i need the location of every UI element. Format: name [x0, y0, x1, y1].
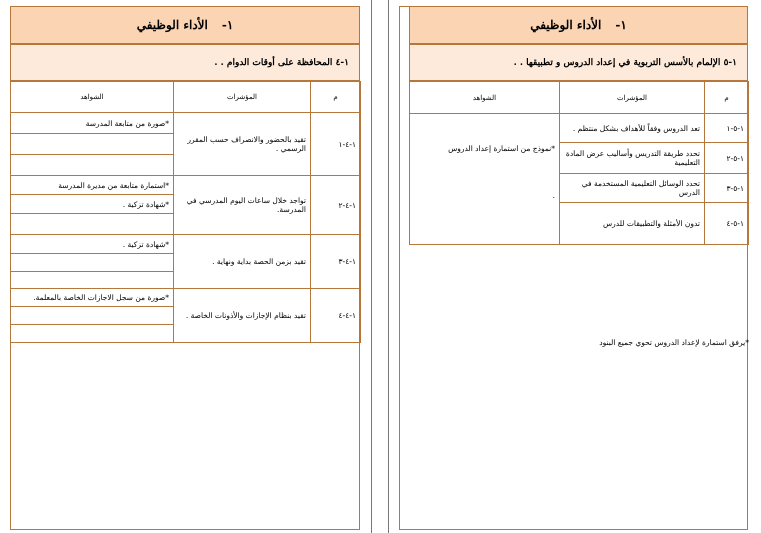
- row-evidence: *استمارة متابعة من مديرة المدرسة: [11, 176, 174, 195]
- row-evidence: [11, 134, 174, 155]
- header-num: م: [705, 82, 749, 114]
- table-row: [11, 289, 361, 307]
- header-indicators: المؤشرات: [174, 82, 311, 113]
- left-section-title: الأداء الوظيفي: [136, 18, 208, 32]
- row-number: ١-٤-٤: [311, 289, 361, 343]
- row-indicator: تقيد بنظام الإجازات والأذونات الخاصة .: [174, 289, 311, 343]
- right-section-title: الأداء الوظيفي: [530, 18, 602, 32]
- header-indicators: المؤشرات: [560, 82, 705, 114]
- row-number: ١-٥-٢: [705, 143, 749, 174]
- row-indicator: تواجد خلال ساعات اليوم المدرسي في المدرسة.: [174, 176, 311, 235]
- row-number: ١-٥-٤: [705, 203, 749, 245]
- left-section-title-bar: [10, 6, 360, 44]
- right-evidence-dot: .: [552, 191, 555, 200]
- page-gutter: [372, 0, 388, 533]
- row-evidence: [11, 325, 174, 343]
- row-number: ١-٥-١: [705, 114, 749, 143]
- row-evidence: [11, 155, 174, 176]
- header-evidence: الشواهد: [11, 82, 174, 113]
- left-subsection-bar: [10, 44, 360, 81]
- left-indicators-table: [10, 81, 361, 343]
- row-evidence: *شهادة تزكية .: [11, 235, 174, 254]
- row-indicator: تدون الأمثلة والتطبيقات للدرس: [560, 203, 705, 245]
- header-evidence: الشواهد: [410, 82, 560, 114]
- right-subsection-title: ١-٥ الإلمام بالأسس التربوية في إعداد الدروس و تطبيقها . .: [513, 57, 737, 68]
- right-section-title-bar: [409, 6, 748, 44]
- right-indicators-table: [409, 81, 749, 245]
- row-indicator: تحدد طريقة التدريس وأساليب عرض المادة التعليمية: [560, 143, 705, 174]
- table-row: [410, 114, 749, 143]
- row-number: ١-٤-٢: [311, 176, 361, 235]
- row-number: ١-٥-٣: [705, 174, 749, 203]
- right-page-note: *يرفق استمارة لإعداد الدروس تحوي جميع البنود: [599, 338, 749, 347]
- row-indicator: تقيد بزمن الحصة بداية ونهاية .: [174, 235, 311, 289]
- table-row: [11, 235, 361, 254]
- right-page-edge: [388, 0, 389, 533]
- row-evidence: *شهادة تزكية .: [11, 195, 174, 214]
- row-number: ١-٤-١: [311, 113, 361, 176]
- left-page: [0, 0, 372, 533]
- right-subsection-bar: [409, 44, 748, 81]
- right-section-number: ١-: [615, 18, 627, 32]
- row-evidence: [11, 272, 174, 289]
- row-evidence: [11, 214, 174, 235]
- left-section-number: ١-: [221, 18, 234, 32]
- right-evidence-cell: [410, 114, 560, 245]
- row-evidence: [11, 307, 174, 325]
- row-evidence: [11, 254, 174, 272]
- right-table-header: [410, 82, 749, 114]
- left-table-header: [11, 82, 361, 113]
- table-row: [11, 176, 361, 195]
- table-row: [11, 113, 361, 134]
- header-num: م: [311, 82, 361, 113]
- right-page: [388, 0, 761, 533]
- row-number: ١-٤-٣: [311, 235, 361, 289]
- right-evidence-text: *نموذج من استمارة إعداد الدروس: [448, 144, 555, 153]
- row-indicator: تقيد بالحضور والانصراف حسب المقرر الرسمي .: [174, 113, 311, 176]
- row-indicator: تحدد الوسائل التعليمية المستخدمة في الدرس: [560, 174, 705, 203]
- left-subsection-title: ١-٤ المحافظة على أوقات الدوام . .: [214, 57, 349, 68]
- row-evidence: *صورة من سجل الاجازات الخاصة بالمعلمة.: [11, 289, 174, 307]
- row-indicator: تعد الدروس وفقاً للأهداف بشكل منتظم .: [560, 114, 705, 143]
- row-evidence: *صورة من متابعة المدرسة: [11, 113, 174, 134]
